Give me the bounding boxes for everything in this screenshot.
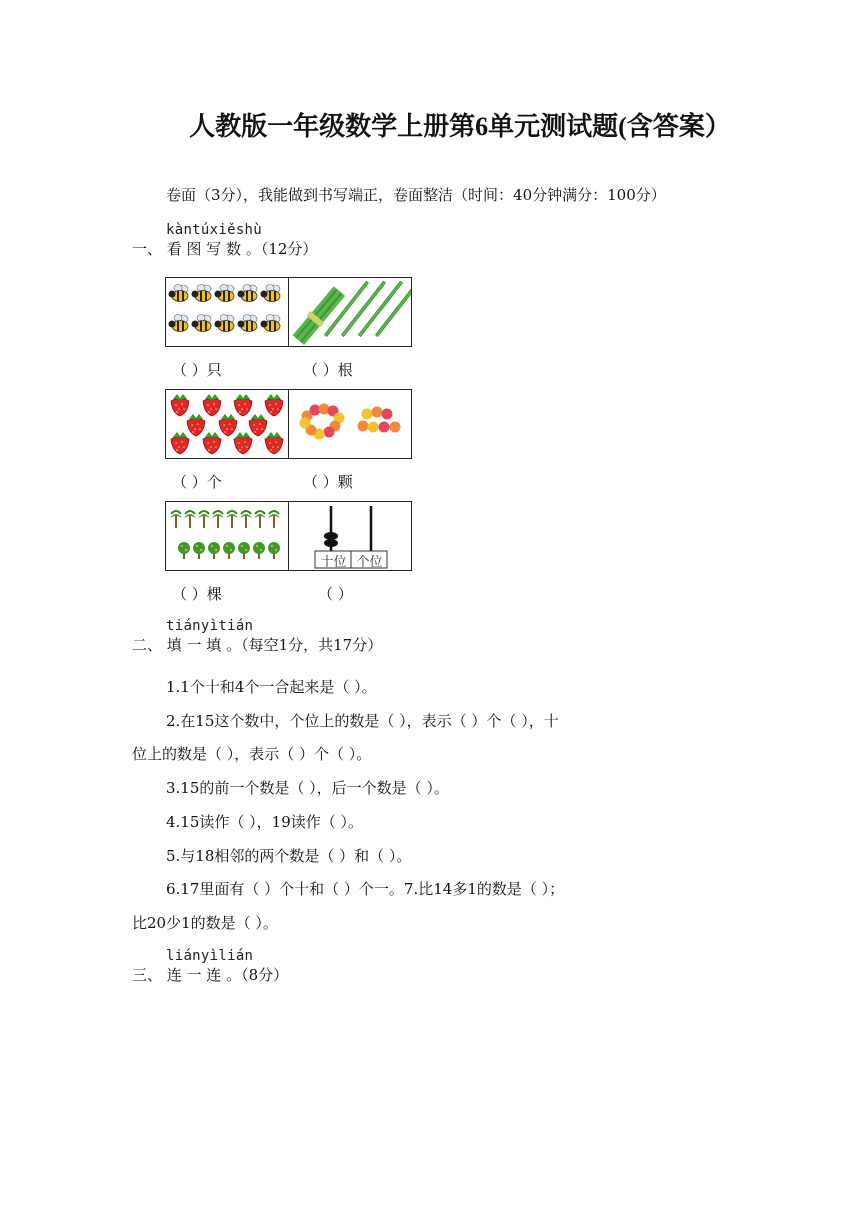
bead-icon xyxy=(372,407,383,418)
section1-heading: 一、 看 图 写 数 。（12分） xyxy=(132,240,318,258)
bead-icon xyxy=(358,421,369,432)
bee-icon xyxy=(169,285,189,302)
bead-icon xyxy=(368,422,379,433)
palm-tree-icon xyxy=(226,511,238,528)
strawberry-icon xyxy=(249,414,267,436)
bee-icon xyxy=(238,315,258,332)
picture-box-trees-abacus xyxy=(165,501,412,571)
strawberry-icon xyxy=(234,432,252,454)
beads-illustration xyxy=(289,390,411,458)
picture-box-strawberries-beads xyxy=(165,389,412,459)
intro-text: 卷面（3分），我能做到书写端正，卷面整洁（时间：40分钟满分：100分） xyxy=(166,186,666,204)
bee-icon xyxy=(261,315,281,332)
strawberry-icon xyxy=(265,432,283,454)
bead-icon xyxy=(382,409,393,420)
section1-pinyin: kàntúxiěshù xyxy=(166,222,263,238)
tree-icon xyxy=(223,542,235,559)
bead-icon xyxy=(390,422,401,433)
tree-icon xyxy=(208,542,220,559)
section2-pinyin: tiányìtián xyxy=(166,618,254,634)
section3-heading: 三、 连 一 连 。（8分） xyxy=(132,966,289,984)
tree-icon xyxy=(238,542,250,559)
palm-tree-icon xyxy=(268,511,280,528)
answer-beads: （ ）颗 xyxy=(303,473,353,491)
bee-icon xyxy=(238,285,258,302)
abacus-tens-label: 十位 xyxy=(320,555,347,570)
bee-icon xyxy=(215,315,235,332)
palm-tree-icon xyxy=(170,511,182,528)
answer-sticks: （ ）根 xyxy=(303,361,353,379)
question-7-cont: 比20少1的数是（ ）。 xyxy=(132,914,278,932)
question-5: 5.与18相邻的两个数是（ ）和（ ）。 xyxy=(166,847,412,865)
palm-tree-icon xyxy=(198,511,210,528)
tree-icon xyxy=(178,542,190,559)
strawberry-icon xyxy=(203,432,221,454)
strawberry-icon xyxy=(265,394,283,416)
section2-heading: 二、 填 一 填 。（每空1分，共17分） xyxy=(132,636,383,654)
palm-tree-icon xyxy=(240,511,252,528)
bead-icon xyxy=(362,409,373,420)
bee-icon xyxy=(192,285,212,302)
strawberries-illustration xyxy=(166,390,288,458)
section3-pinyin: liányìlián xyxy=(166,948,254,964)
question-2-cont: 位上的数是（ ），表示（ ）个（ ）。 xyxy=(132,745,372,763)
tree-icon xyxy=(268,542,280,559)
bee-icon xyxy=(169,315,189,332)
palm-tree-icon xyxy=(184,511,196,528)
strawberry-icon xyxy=(171,394,189,416)
answer-abacus: （ ） xyxy=(318,585,353,603)
strawberry-icon xyxy=(219,414,237,436)
bee-icon xyxy=(215,285,235,302)
sticks-illustration xyxy=(289,278,411,346)
answer-trees: （ ）棵 xyxy=(172,585,222,603)
bead-icon xyxy=(379,422,390,433)
tree-icon xyxy=(253,542,265,559)
question-1: 1.1个十和4个一合起来是（ ）。 xyxy=(166,678,377,696)
strawberry-icon xyxy=(171,432,189,454)
question-3: 3.15的前一个数是（ ），后一个数是（ ）。 xyxy=(166,779,449,797)
picture-box-bees-sticks xyxy=(165,277,412,347)
question-4: 4.15读作（ ），19读作（ ）。 xyxy=(166,813,364,831)
abacus-illustration xyxy=(289,502,411,570)
strawberry-icon xyxy=(187,414,205,436)
question-6: 6.17里面有（ ）个十和（ ）个一。7.比14多1的数是（ ）； xyxy=(166,880,565,898)
answer-strawberries: （ ）个 xyxy=(172,473,222,491)
tree-icon xyxy=(193,542,205,559)
abacus-ones-label: 个位 xyxy=(356,555,383,570)
bees-illustration xyxy=(166,278,288,346)
answer-bees: （ ）只 xyxy=(172,361,222,379)
palm-tree-icon xyxy=(212,511,224,528)
trees-illustration xyxy=(166,502,288,570)
bead-icon xyxy=(300,418,311,429)
bee-icon xyxy=(192,315,212,332)
strawberry-icon xyxy=(203,394,221,416)
bead-icon xyxy=(324,427,335,438)
palm-tree-icon xyxy=(254,511,266,528)
question-2: 2.在15这个数中，个位上的数是（ ），表示（ ）个（ ），十 xyxy=(166,712,559,730)
strawberry-icon xyxy=(234,394,252,416)
bee-icon xyxy=(261,285,281,302)
page-title: 人教版一年级数学上册第6单元测试题(含答案） xyxy=(189,112,731,141)
